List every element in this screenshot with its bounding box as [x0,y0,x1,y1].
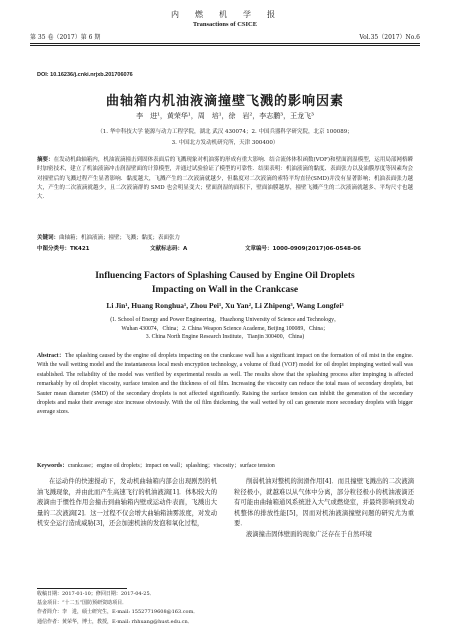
footnote-author: 作者简介：李 进，硕士研究生，E-mail: 15527719608@163.com． [37,609,199,616]
paper-title-en [0,270,450,297]
abstract-cn [37,156,413,202]
footnotes [37,590,237,627]
abstract-cn-text: 在发动机曲轴箱内，机油液滴撞击到固体表面后的飞溅现象对机油雾的形成有重大影响．结合流体体积函数(VOF)和壁面润湿模型，运用局部网格瞬时加密技术，建立了机油液滴冲击润湿壁面的计算模型，并通过试验验证了模型的可靠性．结果表明：机油液滴的黏度、表面张力以及油膜厚度等因素均会对撞壁后的飞溅过程产生显著影响．黏度越大，飞溅产生的二次液滴就越少，但黏度对二次液滴的索特平均直径(SMD)并没有显著影响；机油表面张力越大，产生的二次液滴就越少，且二次液滴群的 SMD 也会明显变大；壁面润湿的面积下，壁面油膜越厚，撞壁飞溅产生的二次液滴就越多、平均尺寸也越大． [37,157,413,201]
footnote-rule [37,588,127,589]
keywords-en [37,460,413,469]
article-number: 文章编号：1000-0909(2017)06-0548-06 [245,246,361,252]
affiliation-cn-2: 3. 中国北方发动机研究所，天津 300400） [171,140,279,146]
header-rule-thin [30,45,420,46]
abstract-cn-label: 摘要： [37,157,54,163]
body-column-right [234,477,414,541]
abstract-en-label: Abstract： [37,353,65,359]
keywords-en-text: crankcase；engine oil droplets；impact on wall；splashing；viscosity；surface tension [67,463,275,469]
affiliation-cn-1: （1. 华中科技大学 能源与动力工程学院，湖北 武汉 430074；2. 中国兵器科学研究院，北京 100089； [97,129,353,135]
journal-name-cn: 内 燃 机 学 报 [171,10,279,19]
authors-cn: 李 进¹，黄荣华¹，周 培¹，徐 岩²，李志鹏³，王龙飞³ [136,112,314,120]
body-paragraph: 液滴撞击固体壁面的现象广泛存在于自然环境 [246,530,372,538]
keywords-cn [37,234,413,243]
journal-name-en: Transactions of CSICE [192,21,258,28]
journal-masthead [0,9,450,28]
affiliation-en-2: Wuhan 430074，China；2. China Weapon Science Academe, Beijing 100089，China； [121,325,329,332]
keywords-en-label: Keywords： [37,463,68,469]
abstract-en [37,352,413,418]
paper-title-cn: 曲轴箱内机油液滴撞壁飞溅的影响因素 [105,94,344,109]
doi: DOI: 10.16236/j.cnki.nrjxb.201706076 [37,72,133,78]
clc-number: 中图分类号：TK421 [37,246,90,252]
authors-en: Li Jin¹, Huang Ronghua¹, Zhou Pei¹, Xu Yan², Li Zhipeng³, Wang Longfei³ [106,301,344,310]
document-code: 文献标志码：A [150,246,188,252]
header-volume-en: Vol.35（2017）No.6 [359,34,420,41]
footnote-corresponding: 通信作者：黄荣华，博士，教授，E-mail: rhhuang@hust.edu.cn． [37,618,193,625]
footnote-fund: 基金项目：“十二五”国防预研资助项目． [37,600,128,607]
body-paragraph: 削弱机油对整机的润滑作用[4]．而且撞壁飞溅出的二次液滴粒径极小，就越难以从气体中分离，部分粒径极小的机油液滴还有可能由曲轴箱通风系统进入大气或燃烧室，并最终影响到发动机整体的排放性能[5]，因而对机油液滴撞壁问题的研究尤为重要． [234,478,414,528]
keywords-cn-text: 曲轴箱；机油液滴；撞壁；飞溅；黏度；表面张力 [59,235,181,241]
body-column-left: 在运动件的快速搅动下，发动机曲轴箱内部会出现剧烈的机油飞溅现象，并由此而产生高速飞行的机油液滴[1]．体积较大的液滴由于惯性作用会撞击到曲轴箱内壁或运动件表面，飞溅出大量的二次液滴[2]．这一过程不仅会增大曲轴箱油雾浓度，对发动机安全运行造成威胁[3]，还会加速机油的发泡和氧化过程， [37,478,217,528]
affiliation-en [50,316,400,342]
header-volume-issue: 第 35 卷（2017）第 6 期 [30,34,101,41]
footnote-received: 收稿日期：2017-01-10；修回日期：2017-04-25． [37,591,155,597]
paper-title-en-line1: Influencing Factors of Splashing Caused by Engine Oil Droplets [95,271,355,281]
header-rule [30,43,420,44]
affiliation-en-3: 3. China North Engine Research Institute，Tianjin 300400，China) [145,334,305,340]
abstract-en-text: The splashing caused by the engine oil droplets impacting on the crankcase wall has a significant impact on the formation of oil mist in the engine. With the wall wetting model and the instantaneous local mesh encryption technology, a volume of fluid (VOF) model for oil droplet impinging wetted wall was established. The reliability of the model was verified by experimental results as well. The results show that the splashing process after impinging is affected remarkably by oil droplet viscosity, surface tension and the thickness of oil film. Increasing the viscosity can reduce the total mass of secondary droplets, but Sauter mean diameter (SMD) of the secondary droplets is not affected significantly. Raising the surface tension can inhibit the generation of the secondary droplets and make their average size increase obviously. With the oil film thickening, the wall wetted by oil can generate more secondary droplets with bigger average sizes. [37,353,413,416]
affiliation-en-1: (1. School of Energy and Power Engineering，Huazhong University of Science and Technology， [110,317,340,323]
paper-title-en-line2: Impacting on Wall in the Crankcase [151,284,299,295]
keywords-cn-label: 关键词： [37,235,60,241]
